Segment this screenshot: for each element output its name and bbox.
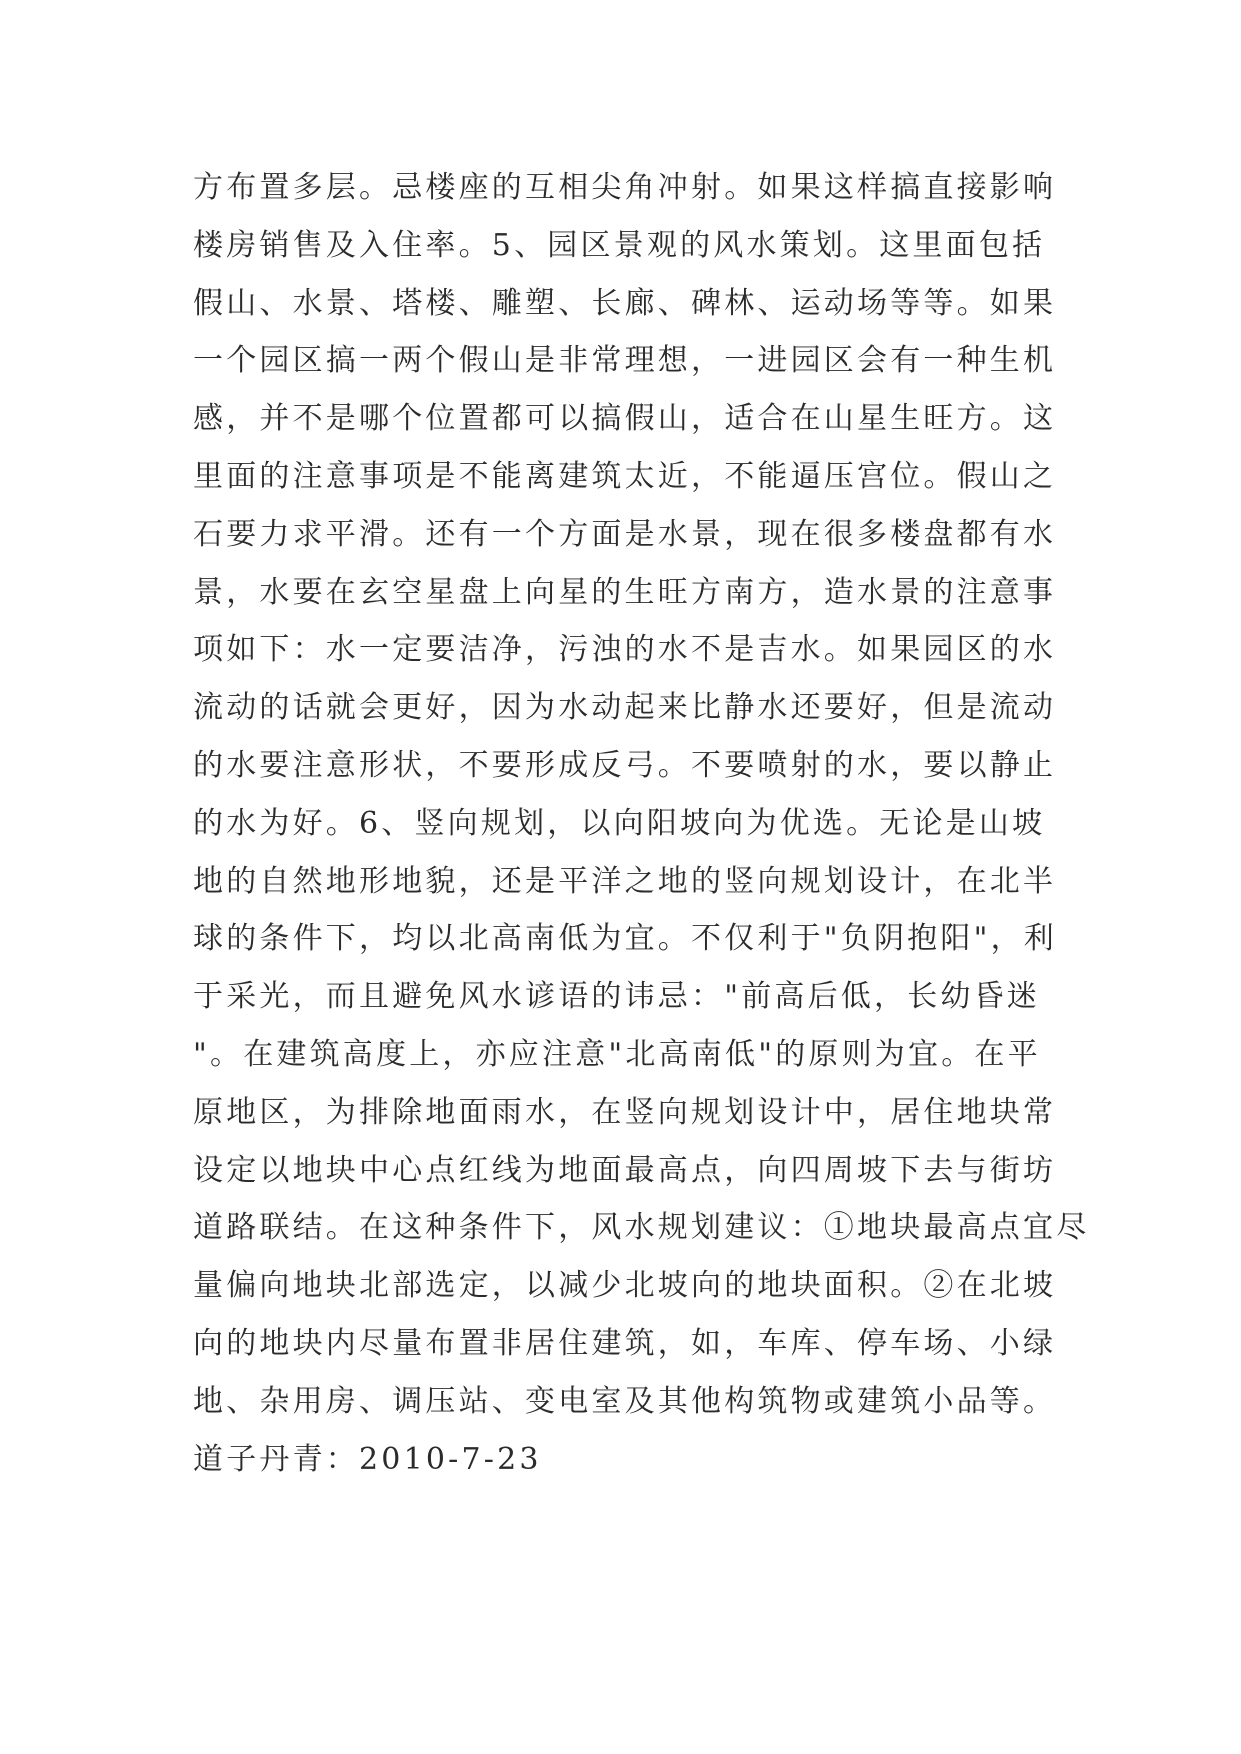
text-line-10: 流动的话就会更好，因为水动起来比静水还要好，但是流动 xyxy=(193,690,1057,726)
text-line-7: 石要力求平滑。还有一个方面是水景，现在很多楼盘都有水 xyxy=(193,516,1057,552)
text-line-9: 项如下：水一定要洁净，污浊的水不是吉水。如果园区的水 xyxy=(193,632,1057,668)
text-line-8: 景，水要在玄空星盘上向星的生旺方南方，造水景的注意事 xyxy=(193,574,1057,610)
text-line-13: 地的自然地形地貌，还是平洋之地的竖向规划设计，在北半 xyxy=(193,863,1057,899)
text-line-11: 的水要注意形状，不要形成反弓。不要喷射的水，要以静止 xyxy=(193,747,1057,783)
text-line-18: 设定以地块中心点红线为地面最高点，向四周坡下去与街坊 xyxy=(193,1152,1057,1188)
text-line-16: "。在建筑高度上，亦应注意"北高南低"的原则为宜。在平 xyxy=(193,1036,1041,1072)
text-line-19: 道路联结。在这种条件下，风水规划建议：①地块最高点宜尽 xyxy=(193,1210,1090,1246)
text-line-14: 球的条件下，均以北高南低为宜。不仅利于"负阴抱阳"，利 xyxy=(193,921,1057,957)
text-line-6: 里面的注意事项是不能离建筑太近，不能逼压宫位。假山之 xyxy=(193,458,1057,494)
signature-date-line: 道子丹青：2010-7-23 xyxy=(193,1441,542,1477)
text-line-3: 假山、水景、塔楼、雕塑、长廊、碑林、运动场等等。如果 xyxy=(193,285,1057,321)
text-line-20: 量偏向地块北部选定，以减少北坡向的地块面积。②在北坡 xyxy=(193,1268,1057,1304)
text-line-5: 感，并不是哪个位置都可以搞假山，适合在山星生旺方。这 xyxy=(193,401,1057,437)
body-text xyxy=(193,159,1090,1488)
text-line-1: 方布置多层。忌楼座的互相尖角冲射。如果这样搞直接影响 xyxy=(193,170,1057,205)
text-line-2: 楼房销售及入住率。5、园区景观的风水策划。这里面包括 xyxy=(193,227,1046,263)
text-line-21: 向的地块内尽量布置非居住建筑，如，车库、停车场、小绿 xyxy=(193,1325,1057,1361)
text-line-17: 原地区，为排除地面雨水，在竖向规划设计中，居住地块常 xyxy=(193,1094,1057,1130)
text-line-12: 的水为好。6、竖向规划，以向阳坡向为优选。无论是山坡 xyxy=(193,805,1046,841)
text-line-22: 地、杂用房、调压站、变电室及其他构筑物或建筑小品等。 xyxy=(193,1383,1057,1419)
text-line-4: 一个园区搞一两个假山是非常理想，一进园区会有一种生机 xyxy=(193,343,1057,379)
text-line-15: 于采光，而且避免风水谚语的讳忌："前高后低，长幼昏迷 xyxy=(193,979,1040,1015)
